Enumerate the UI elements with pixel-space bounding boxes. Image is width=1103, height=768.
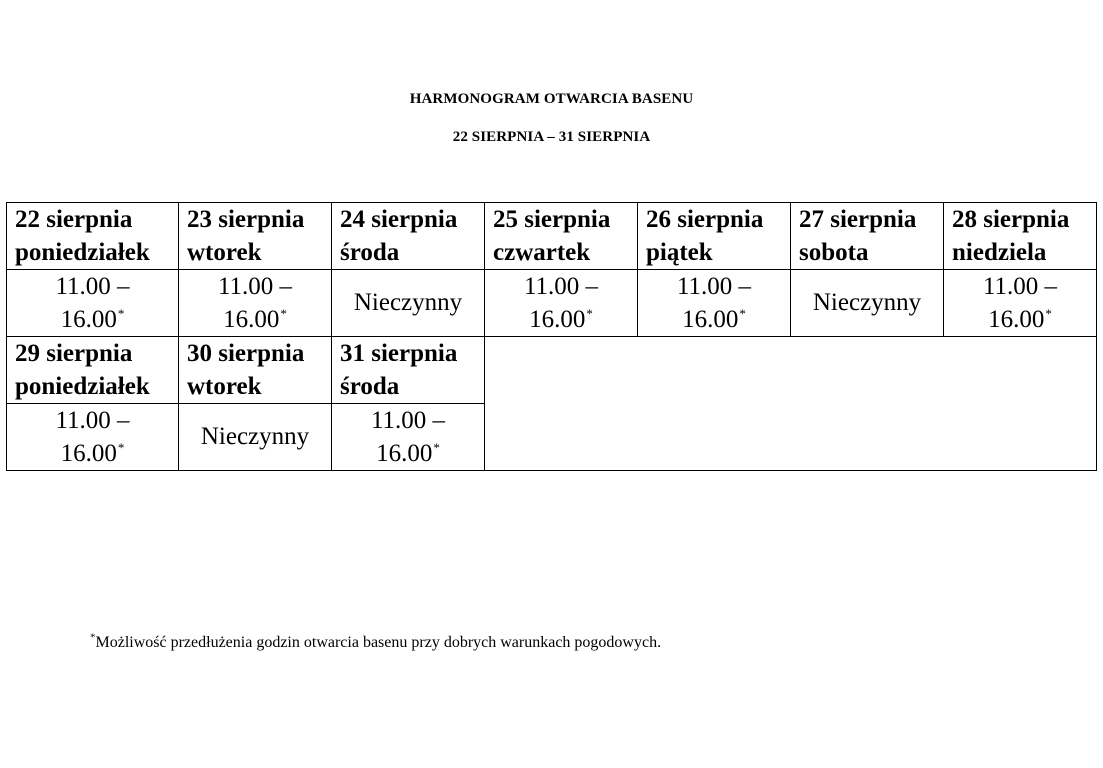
- hours-from: 11.00 –: [370, 407, 446, 434]
- footnote-mark: *: [739, 305, 746, 321]
- hours-cell: [7, 404, 179, 471]
- footnote-mark: *: [1045, 305, 1052, 321]
- hours-to: 16.00: [988, 306, 1045, 333]
- hours-to: 16.00: [682, 306, 739, 333]
- document-title: HARMONOGRAM OTWARCIA BASENU: [409, 91, 694, 107]
- day-date: 24 sierpnia: [340, 206, 458, 233]
- day-weekday: środa: [340, 239, 400, 266]
- footnote: [90, 631, 662, 652]
- closed-cell: Nieczynny: [332, 270, 485, 337]
- day-weekday: wtorek: [187, 239, 262, 266]
- footnote-mark: *: [280, 305, 287, 321]
- empty-area: [485, 337, 1097, 471]
- hours-from: 11.00 –: [676, 273, 752, 300]
- day-weekday: czwartek: [493, 239, 591, 266]
- hours-cell: [179, 270, 332, 337]
- hours-from: 11.00 –: [982, 273, 1058, 300]
- hours-from: 11.00 –: [523, 273, 599, 300]
- week1-hours-row: [7, 270, 1097, 337]
- footnote-mark: *: [90, 631, 96, 644]
- day-cell: [179, 337, 332, 404]
- day-date: 25 sierpnia: [493, 206, 611, 233]
- hours-to: 16.00: [60, 306, 117, 333]
- closed-cell: Nieczynny: [791, 270, 944, 337]
- day-cell: [485, 203, 638, 270]
- day-weekday: poniedziałek: [15, 373, 150, 400]
- day-weekday: wtorek: [187, 373, 262, 400]
- day-cell: [638, 203, 791, 270]
- hours-to: 16.00: [376, 440, 433, 467]
- footnote-mark: *: [117, 439, 125, 455]
- day-cell: [179, 203, 332, 270]
- hours-from: 11.00 –: [217, 273, 293, 300]
- hours-cell: [944, 270, 1097, 337]
- day-weekday: poniedziałek: [15, 239, 150, 266]
- day-date: 31 sierpnia: [340, 340, 458, 367]
- hours-from: 11.00 –: [55, 273, 130, 300]
- hours-cell: [485, 270, 638, 337]
- closed-cell: Nieczynny: [179, 404, 332, 471]
- day-date: 28 sierpnia: [952, 206, 1070, 233]
- day-cell: [332, 337, 485, 404]
- day-date: 27 sierpnia: [799, 206, 917, 233]
- hours-to: 16.00: [223, 306, 280, 333]
- day-cell: [944, 203, 1097, 270]
- day-weekday: środa: [340, 373, 400, 400]
- day-cell: [332, 203, 485, 270]
- day-date: 29 sierpnia: [15, 340, 133, 367]
- document-subtitle: 22 SIERPNIA – 31 SIERPNIA: [452, 129, 651, 145]
- hours-cell: [7, 270, 179, 337]
- day-weekday: sobota: [799, 239, 869, 266]
- footnote-mark: *: [586, 305, 593, 321]
- footnote-mark: *: [117, 305, 125, 321]
- day-cell: [7, 203, 179, 270]
- day-date: 30 sierpnia: [187, 340, 305, 367]
- hours-cell: [638, 270, 791, 337]
- day-date: 23 sierpnia: [187, 206, 305, 233]
- hours-from: 11.00 –: [55, 407, 130, 434]
- day-date: 22 sierpnia: [15, 206, 133, 233]
- day-weekday: piątek: [646, 239, 713, 266]
- week1-day-row: [7, 203, 1097, 270]
- hours-cell: [332, 404, 485, 471]
- schedule-table: [6, 202, 1097, 471]
- hours-to: 16.00: [529, 306, 586, 333]
- day-cell: [791, 203, 944, 270]
- day-cell: [7, 337, 179, 404]
- hours-to: 16.00: [60, 440, 117, 467]
- footnote-text: Możliwość przedłużenia godzin otwarcia basenu przy dobrych warunkach pogodowych.: [95, 634, 662, 651]
- footnote-mark: *: [433, 439, 440, 455]
- day-date: 26 sierpnia: [646, 206, 764, 233]
- week2-day-row: [7, 337, 1097, 404]
- day-weekday: niedziela: [952, 239, 1047, 266]
